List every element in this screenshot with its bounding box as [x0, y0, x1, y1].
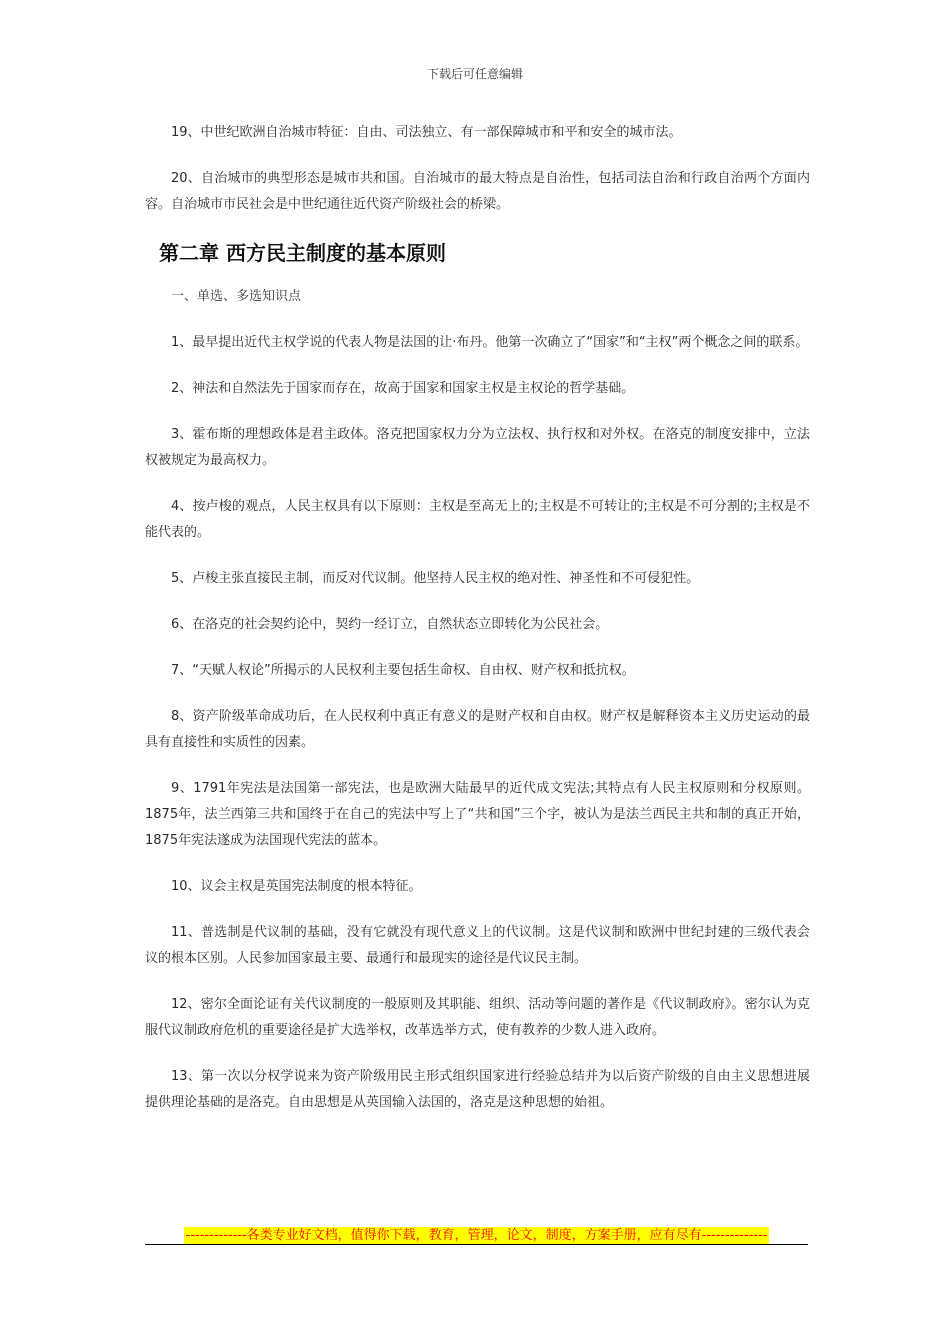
paragraph-4: 4、按卢梭的观点，人民主权具有以下原则：主权是至高无上的;主权是不可转让的;主权是不可分割的;主权是不能代表的。 — [145, 499, 810, 540]
paragraph-12: 12、密尔全面论证有关代议制度的一般原则及其职能、组织、活动等问题的著作是《代议制政府》。密尔认为克服代议制政府危机的重要途径是扩大选举权，改革选举方式，使有教养的少数人进入政府。 — [145, 997, 810, 1038]
paragraph-1: 1、最早提出近代主权学说的代表人物是法国的让·布丹。他第一次确立了“国家”和“主权”两个概念之间的联系。 — [171, 335, 809, 350]
paragraph-9: 9、1791年宪法是法国第一部宪法，也是欧洲大陆最早的近代成文宪法;其特点有人民主权原则和分权原则。1875年，法兰西第三共和国终于在自己的宪法中写上了“共和国”三个字，被认为是法兰西民主共和制的真正开始，1875年宪法遂成为法国现代宪法的蓝本。 — [145, 781, 810, 848]
document-body — [145, 120, 810, 1136]
paragraph-6: 6、在洛克的社会契约论中，契约一经订立，自然状态立即转化为公民社会。 — [171, 617, 609, 632]
paragraph-8: 8、资产阶级革命成功后，在人民权利中真正有意义的是财产权和自由权。财产权是解释资本主义历史运动的最具有直接性和实质性的因素。 — [145, 709, 810, 750]
paragraph-3: 3、霍布斯的理想政体是君主政体。洛克把国家权力分为立法权、执行权和对外权。在洛克的制度安排中，立法权被规定为最高权力。 — [145, 427, 810, 468]
section-title: 一、单选、多选知识点 — [171, 289, 302, 304]
paragraph-11: 11、普选制是代议制的基础，没有它就没有现代意义上的代议制。这是代议制和欧洲中世纪封建的三级代表会议的根本区别。人民参加国家最主要、最通行和最现实的途径是代议民主制。 — [145, 925, 810, 966]
footer-divider — [145, 1244, 808, 1245]
paragraph-20: 20、自治城市的典型形态是城市共和国。自治城市的最大特点是自治性，包括司法自治和行政自治两个方面内容。自治城市市民社会是中世纪通往近代资产阶级社会的桥梁。 — [145, 171, 810, 212]
paragraph-5: 5、卢梭主张直接民主制，而反对代议制。他坚持人民主权的绝对性、神圣性和不可侵犯性。 — [171, 571, 700, 586]
paragraph-2: 2、神法和自然法先于国家而存在，故高于国家和国家主权是主权论的哲学基础。 — [171, 381, 635, 396]
paragraph-10: 10、议会主权是英国宪法制度的根本特征。 — [171, 879, 422, 894]
chapter-title: 第二章 西方民主制度的基本原则 — [159, 241, 446, 265]
paragraph-13: 13、第一次以分权学说来为资产阶级用民主形式组织国家进行经验总结并为以后资产阶级的自由主义思想进展提供理论基础的是洛克。自由思想是从英国输入法国的，洛克是这种思想的始祖。 — [145, 1069, 810, 1110]
page-footer — [145, 1224, 808, 1245]
page-header: 下载后可任意编辑 — [426, 67, 523, 81]
footer-banner: -------------各类专业好文档，值得你下载，教育，管理，论文，制度，方案手册，应有尽有-------------- — [185, 1228, 768, 1243]
paragraph-19: 19、中世纪欧洲自治城市特征：自由、司法独立、有一部保障城市和平和安全的城市法。 — [171, 125, 682, 140]
paragraph-7: 7、“天赋人权论”所揭示的人民权利主要包括生命权、自由权、财产权和抵抗权。 — [171, 663, 635, 678]
